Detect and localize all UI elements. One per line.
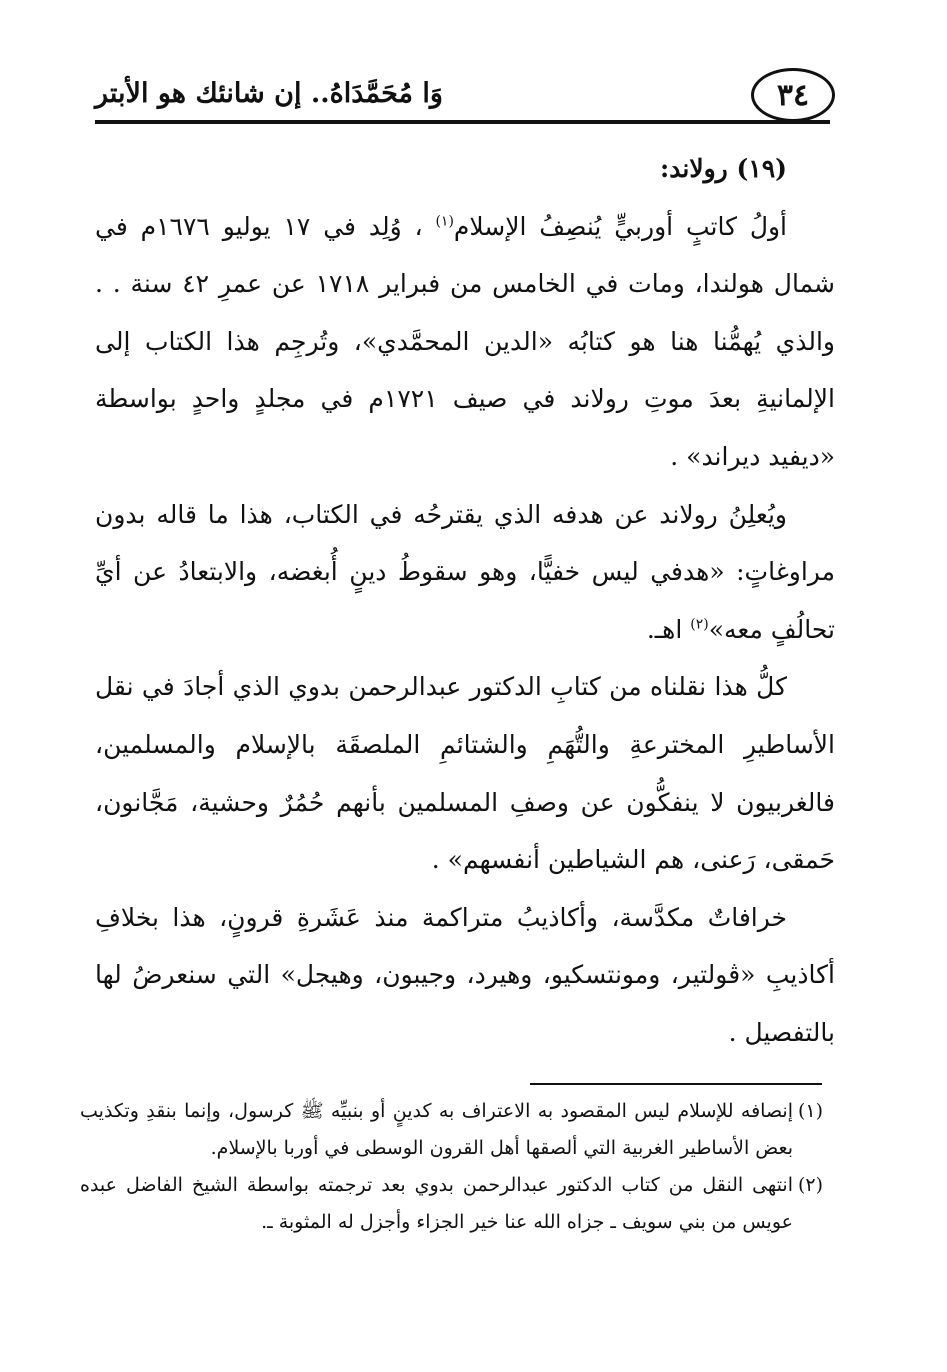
running-title: وَا مُحَمَّدَاهُ.. إن شانئك هو الأبتر [95,78,443,109]
page-number: ٣٤ [751,68,835,122]
paragraph-1 [95,198,835,486]
footnote-2-text: انتهى النقل من كتاب الدكتور عبدالرحمن بدوي بعد ترجمته بواسطة الشيخ الفاضل عبده عويس من بني سويف ـ جزاه الله عنا خير الجزاء وأجزل له المثوبة ـ. [80,1174,793,1233]
footnote-1-text: إنصافه للإسلام ليس المقصود به الاعتراف به كدينٍ أو بنبيِّه ﷺ كرسول، وإنما بنقدِ وتكذيب بعض الأساطير الغربية التي ألصقها أهل القرون الوسطى في أوربا بالإسلام. [80,1100,793,1159]
paragraph-1-text-a: أولُ كاتبٍ أوربيٍّ يُنصِفُ الإسلام [453,211,788,241]
footnote-2 [80,1167,823,1241]
footnote-ref-1: (١) [435,213,454,230]
footnote-1-marker: (١) [797,1100,823,1122]
paragraph-2-text-a: ويُعلِنُ رولاند عن هدفه الذي يقترحُه في الكتاب، هذا ما قاله بدون مراوغاتٍ: «هدفي ليس خفيًّا، وهو سقوطُ دينٍ أُبغضه، والابتعادُ عن أيِّ تحالُفٍ معه» [95,499,835,644]
section-heading: (١٩) رولاند: [660,154,787,183]
page-header [95,68,835,128]
footnote-2-marker: (٢) [797,1174,823,1196]
footnote-rule [530,1083,822,1085]
paragraph-2-text-b: اهـ. [646,614,691,644]
footnotes [80,1093,823,1241]
paragraph-3: كلُّ هذا نقلناه من كتابِ الدكتور عبدالرحمن بدوي الذي أجادَ في نقل الأساطيرِ المخترعةِ والتُّهَمِ والشتائمِ الملصقَة بالإسلام والمسلمين، فالغربيون لا ينفكُّون عن وصفِ المسلمين بأنهم حُمُرٌ وحشية، مَجَّانون، حَمقى، رَعنى، هم الشياطين أنفسهم» . [95,672,835,875]
footnote-1 [80,1093,823,1167]
footnote-ref-2: (٢) [690,616,709,633]
paragraph-4: خرافاتٌ مكدَّسة، وأكاذيبُ متراكمة منذ عَشَرةِ قرونٍ، هذا بخلافِ أكاذيبِ «ڤولتير، ومونتسكيو، وهيرد، وجيبون، وهيجل» التي سنعرضُ لها بالتفصيل . [95,902,835,1047]
header-rule [95,120,830,124]
body-text [95,140,835,1062]
paragraph-2 [95,486,835,659]
paragraph-1-text-b: ، وُلِد في ١٧ يوليو ١٦٧٦م في شمال هولندا، ومات في الخامس من فبراير ١٧١٨ عن عمرِ ٤٢ سنة . . والذي يُهمُّنا هنا هو كتابُه «الدين المحمَّدي»، وتُرجِم هذا الكتاب إلى الإلمانيةِ بعدَ موتِ رولاند في صيف ١٧٢١م في مجلدٍ واحدٍ بواسطة «ديفيد ديراند» . [95,211,835,471]
